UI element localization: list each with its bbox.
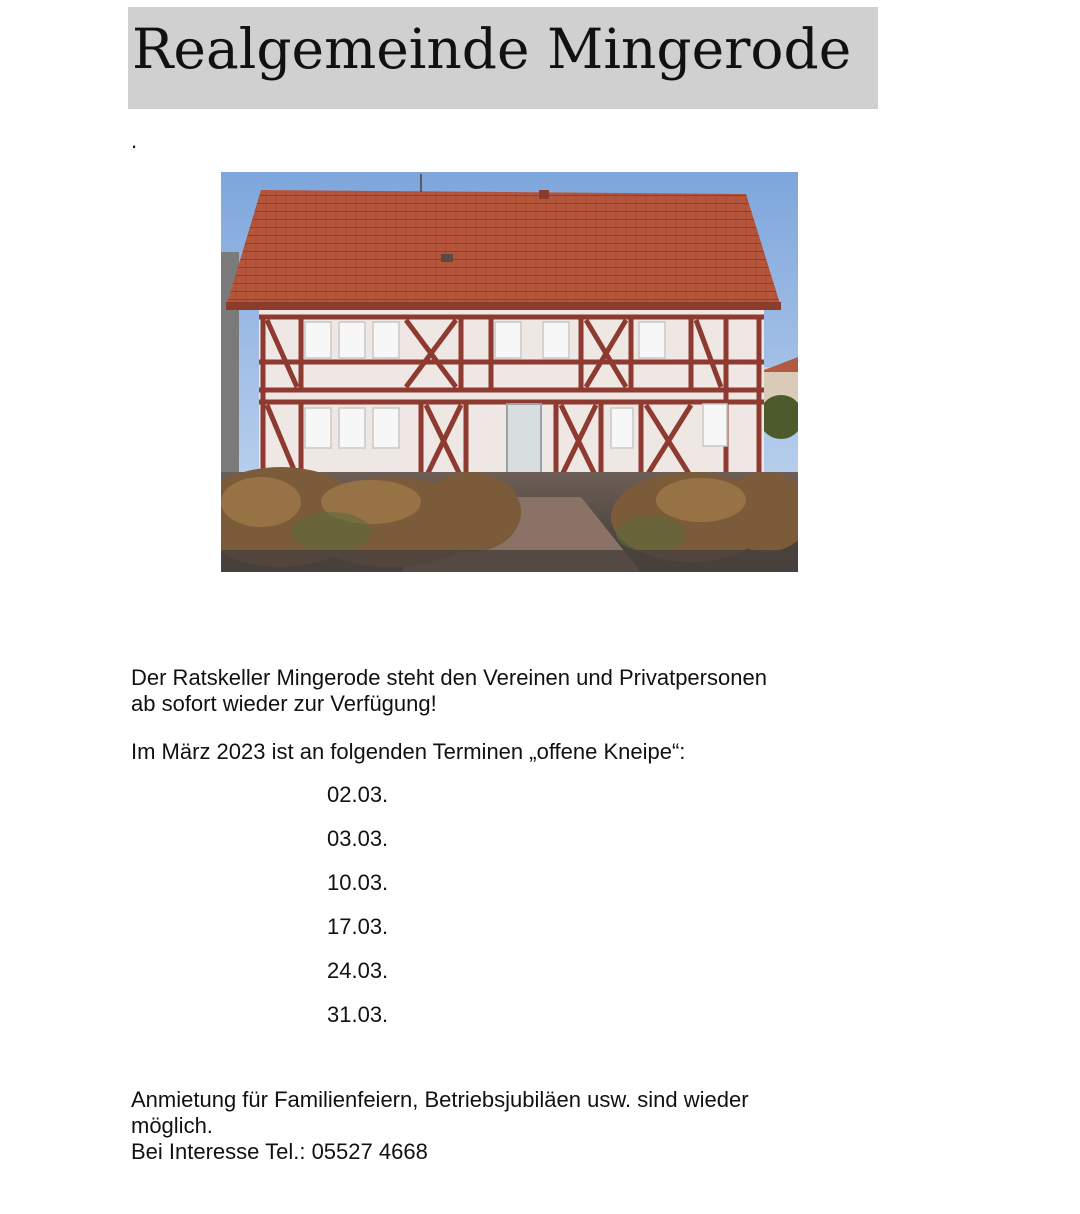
date-item: 10.03.: [327, 870, 389, 895]
rental-line-1: Anmietung für Familienfeiern, Betriebsjubiläen usw. sind wieder: [131, 1087, 749, 1112]
date-item: 24.03.: [327, 958, 389, 983]
house-photo: [221, 172, 798, 572]
schedule-intro: Im März 2023 ist an folgenden Terminen „offene Kneipe“:: [131, 739, 686, 764]
intro-line-2: ab sofort wieder zur Verfügung!: [131, 691, 437, 716]
date-item: 31.03.: [327, 1002, 389, 1027]
intro-paragraph: [131, 665, 891, 717]
page-title: Realgemeinde Mingerode: [132, 17, 852, 81]
title-banner: [128, 7, 878, 109]
date-item: 17.03.: [327, 914, 389, 939]
intro-line-1: Der Ratskeller Mingerode steht den Vereinen und Privatpersonen: [131, 665, 767, 690]
contact-line: Bei Interesse Tel.: 05527 4668: [131, 1139, 428, 1164]
date-list: [327, 782, 388, 1046]
rental-paragraph: [131, 1087, 891, 1165]
rental-line-2: möglich.: [131, 1113, 213, 1138]
date-item: 03.03.: [327, 826, 389, 851]
date-item: 02.03.: [327, 782, 389, 807]
separator-dot: .: [131, 128, 138, 153]
